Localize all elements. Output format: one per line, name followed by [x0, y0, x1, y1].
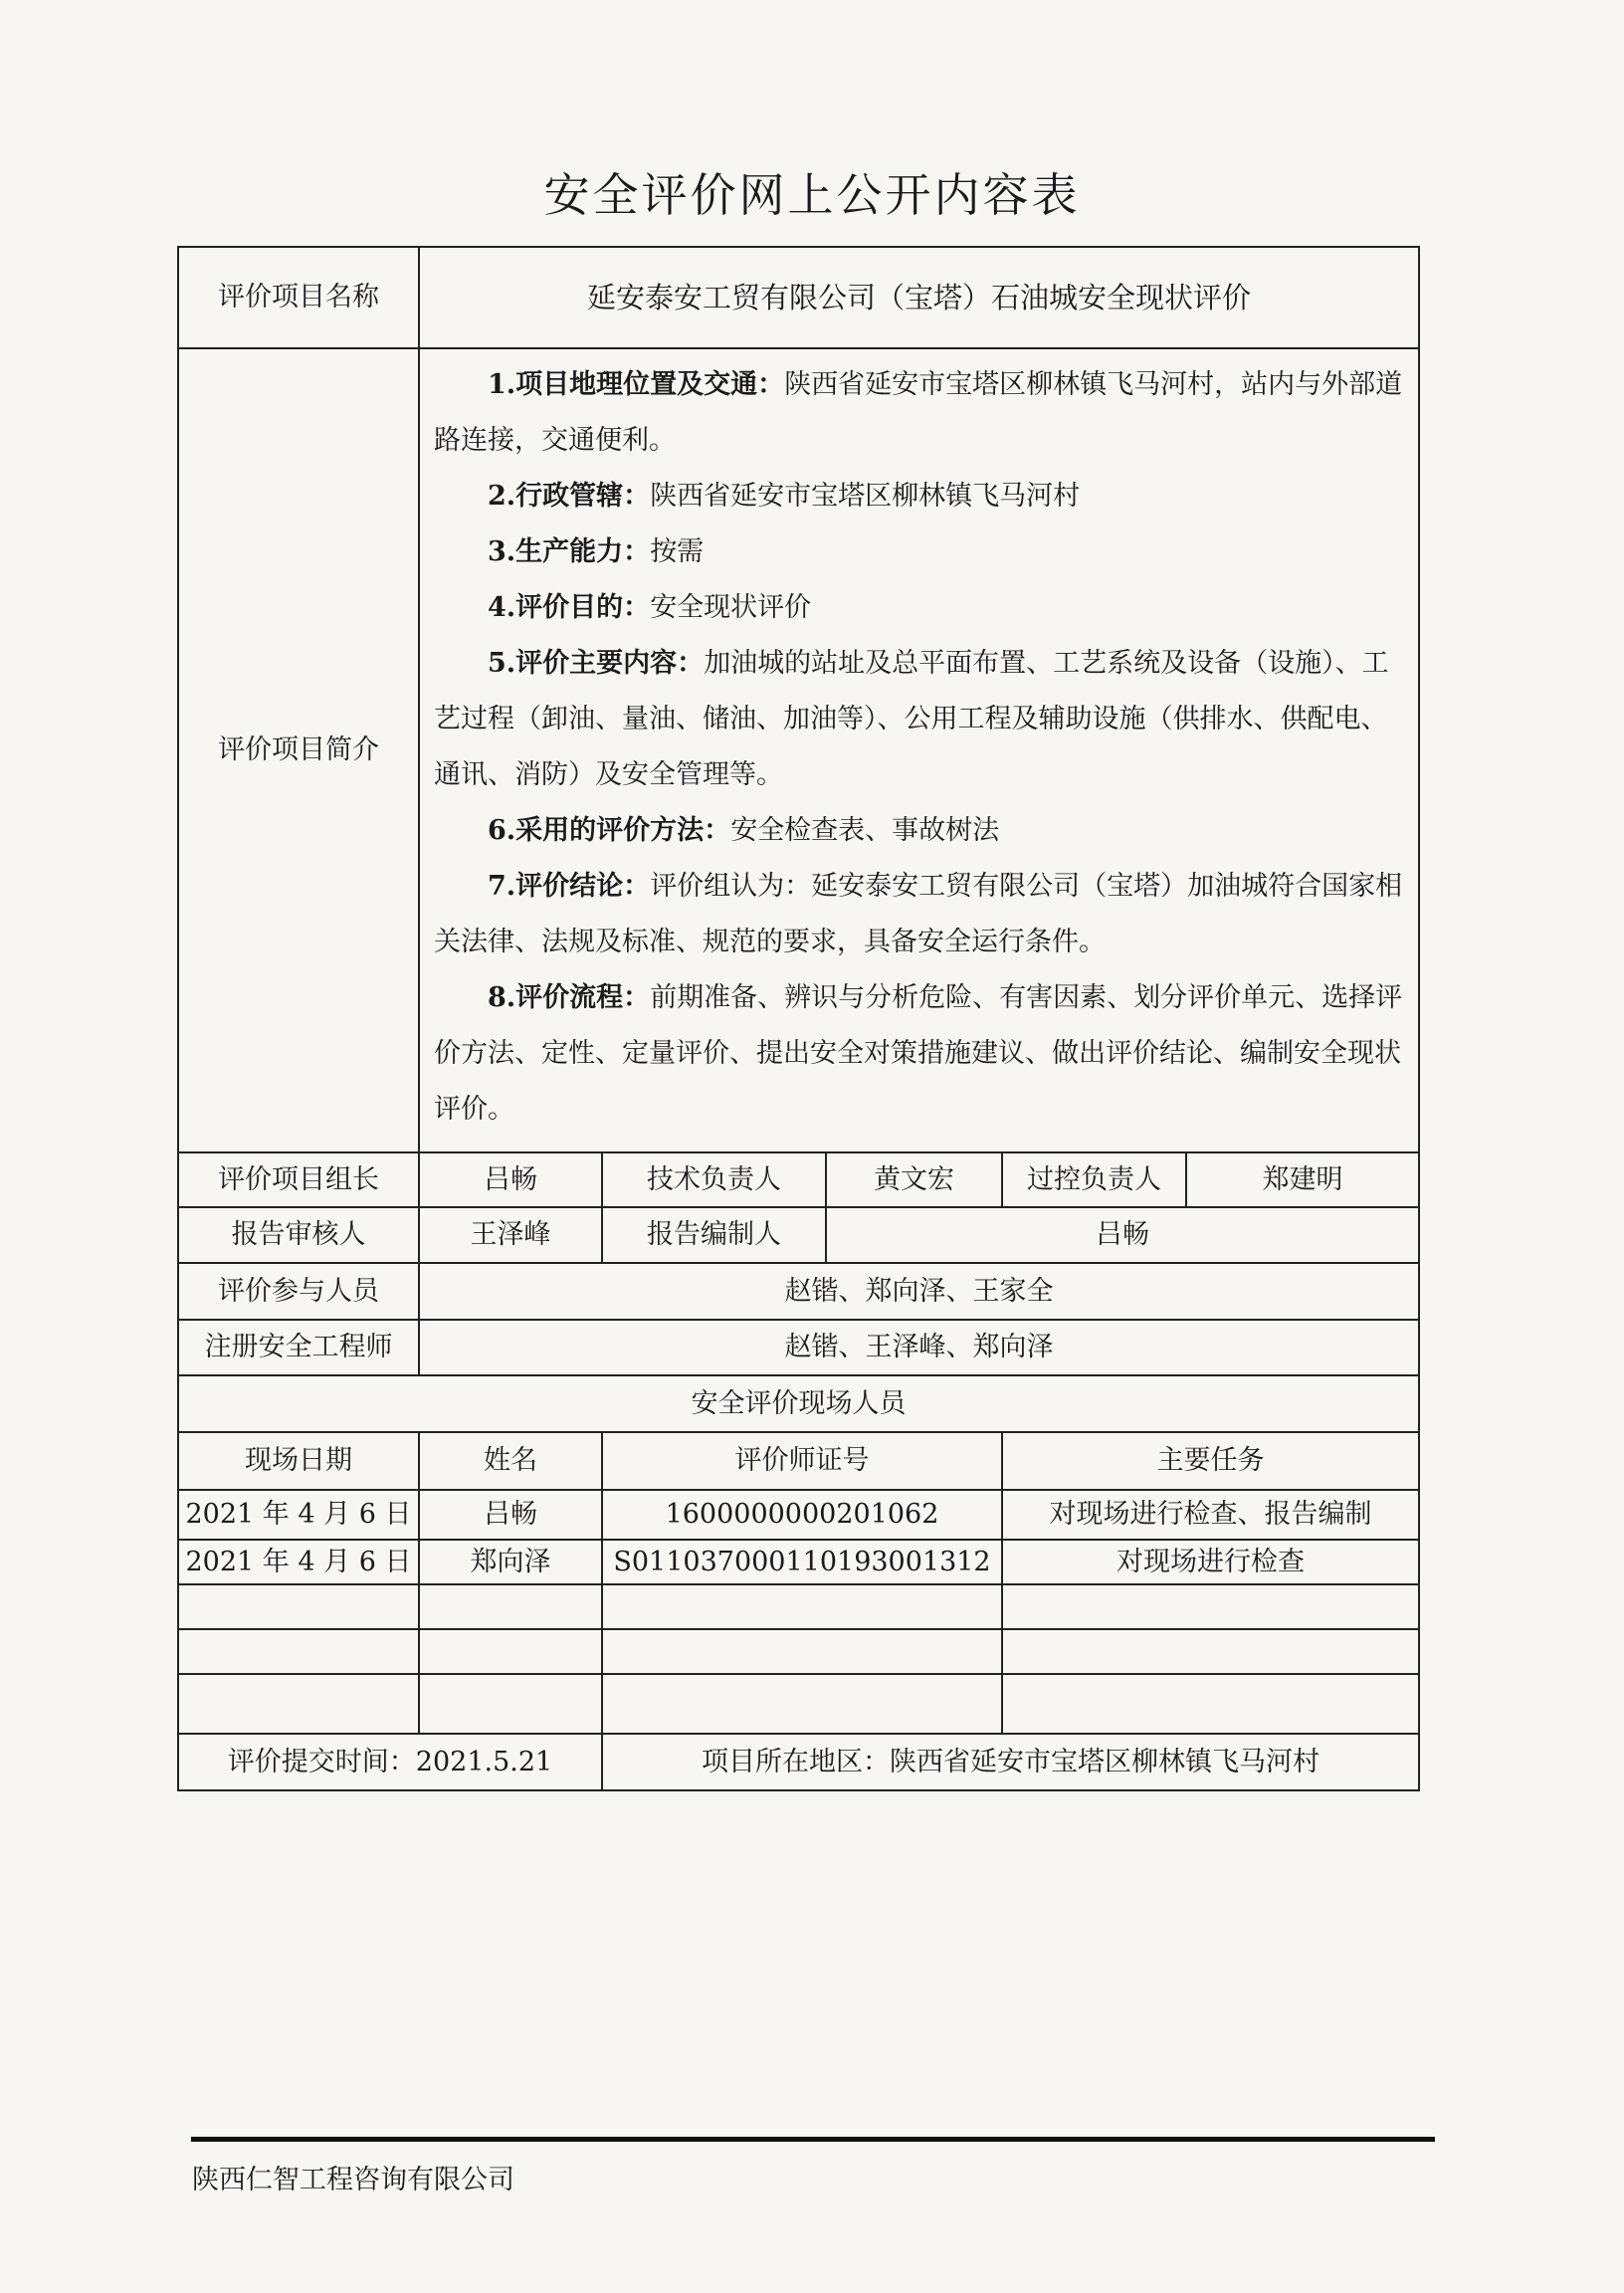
intro-label: 评价项目简介: [178, 348, 419, 1152]
intro-item-3-heading: 3.生产能力：: [488, 536, 651, 567]
intro-item-3: [434, 524, 1406, 580]
intro-item-8-text: 前期准备、辨识与分析危险、有害因素、划分评价单元、选择评价方法、定性、定量评价、提出安全对策措施建议、做出评价结论、编制安全现状评价。: [434, 982, 1403, 1125]
reviewer-label: 报告审核人: [178, 1207, 419, 1263]
onsite-header-row: [178, 1432, 1419, 1490]
submission-time: 评价提交时间：2021.5.21: [178, 1734, 602, 1790]
onsite-task: 对现场进行检查: [1002, 1540, 1419, 1584]
project-name-label: 评价项目名称: [178, 247, 419, 348]
leader-label: 评价项目组长: [178, 1152, 419, 1207]
intro-item-2-heading: 2.行政管辖：: [488, 481, 651, 512]
project-region: 项目所在地区：陕西省延安市宝塔区柳林镇飞马河村: [602, 1734, 1419, 1790]
onsite-section-row: [178, 1375, 1419, 1432]
intro-item-1: [434, 357, 1406, 469]
participants-label: 评价参与人员: [178, 1263, 419, 1320]
writer-value: 吕畅: [826, 1207, 1419, 1263]
intro-item-1-text: 陕西省延安市宝塔区柳林镇飞马河村，站内与外部道路连接，交通便利。: [434, 369, 1403, 456]
onsite-name: 郑向泽: [419, 1540, 602, 1584]
intro-item-6-heading: 6.采用的评价方法：: [488, 815, 731, 846]
intro-row: [178, 348, 1419, 1152]
footer-divider: [191, 2137, 1435, 2142]
intro-item-1-heading: 1.项目地理位置及交通：: [488, 369, 785, 400]
onsite-cert: S011037000110193001312: [602, 1540, 1002, 1584]
participants-row: [178, 1263, 1419, 1320]
table-row: [178, 1490, 1419, 1540]
onsite-name: 吕畅: [419, 1490, 602, 1540]
tech-lead-label: 技术负责人: [602, 1152, 826, 1207]
leader-value: 吕畅: [419, 1152, 602, 1207]
submission-row: [178, 1734, 1419, 1790]
table-row-empty: [178, 1674, 1419, 1734]
table-row: [178, 1540, 1419, 1584]
onsite-task: 对现场进行检查、报告编制: [1002, 1490, 1419, 1540]
onsite-cert: 1600000000201062: [602, 1490, 1002, 1540]
intro-item-8: [434, 970, 1406, 1138]
onsite-header-name: 姓名: [419, 1432, 602, 1490]
onsite-date: 2021 年 4 月 6 日: [178, 1490, 419, 1540]
intro-item-4-heading: 4.评价目的：: [488, 592, 651, 623]
intro-item-7-text: 评价组认为：延安泰安工贸有限公司（宝塔）加油城符合国家相关法律、法规及标准、规范的要求，具备安全运行条件。: [434, 871, 1403, 957]
intro-item-5-heading: 5.评价主要内容：: [488, 648, 705, 679]
tech-lead-value: 黄文宏: [826, 1152, 1002, 1207]
intro-item-7-heading: 7.评价结论：: [488, 871, 651, 902]
intro-item-5: [434, 636, 1406, 803]
engineers-value: 赵锴、王泽峰、郑向泽: [419, 1320, 1419, 1375]
engineers-label: 注册安全工程师: [178, 1320, 419, 1375]
intro-item-7: [434, 859, 1406, 970]
intro-item-4-text: 安全现状评价: [650, 592, 812, 623]
process-lead-value: 郑建明: [1186, 1152, 1419, 1207]
project-name-value: 延安泰安工贸有限公司（宝塔）石油城安全现状评价: [419, 247, 1419, 348]
intro-item-2-text: 陕西省延安市宝塔区柳林镇飞马河村: [650, 481, 1081, 512]
onsite-header-date: 现场日期: [178, 1432, 419, 1490]
intro-item-6-text: 安全检查表、事故树法: [730, 815, 1000, 846]
process-lead-label: 过控负责人: [1002, 1152, 1186, 1207]
onsite-header-task: 主要任务: [1002, 1432, 1419, 1490]
writer-label: 报告编制人: [602, 1207, 826, 1263]
onsite-date: 2021 年 4 月 6 日: [178, 1540, 419, 1584]
report-row: [178, 1207, 1419, 1263]
intro-content: [419, 348, 1419, 1152]
footer-company: 陕西仁智工程咨询有限公司: [192, 2165, 514, 2195]
disclosure-table: [177, 246, 1420, 1791]
onsite-header-cert: 评价师证号: [602, 1432, 1002, 1490]
intro-item-2: [434, 469, 1406, 524]
onsite-section-title: 安全评价现场人员: [178, 1375, 1419, 1432]
reviewer-value: 王泽峰: [419, 1207, 602, 1263]
intro-item-5-text: 加油城的站址及总平面布置、工艺系统及设备（设施）、工艺过程（卸油、量油、储油、加油等）、公用工程及辅助设施（供排水、供配电、通讯、消防）及安全管理等。: [434, 648, 1389, 790]
intro-item-3-text: 按需: [650, 536, 705, 567]
engineers-row: [178, 1320, 1419, 1375]
intro-item-4: [434, 580, 1406, 636]
intro-item-8-heading: 8.评价流程：: [488, 982, 651, 1013]
intro-item-6: [434, 803, 1406, 859]
table-row-empty: [178, 1584, 1419, 1629]
participants-value: 赵锴、郑向泽、王家全: [419, 1263, 1419, 1320]
leaders-row: [178, 1152, 1419, 1207]
project-name-row: [178, 247, 1419, 348]
page-title: 安全评价网上公开内容表: [543, 168, 1081, 222]
table-row-empty: [178, 1629, 1419, 1674]
